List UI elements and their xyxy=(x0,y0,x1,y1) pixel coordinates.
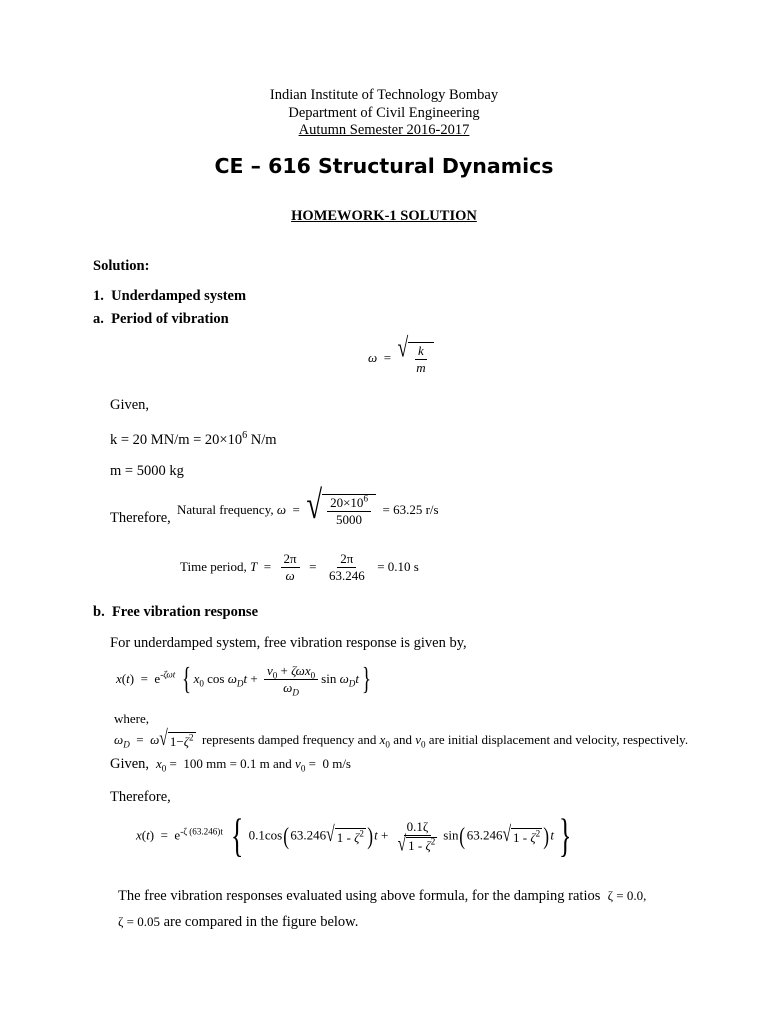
zeta-value-2: ζ = 0.05 xyxy=(118,914,160,929)
nat-freq-denominator: 5000 xyxy=(336,512,363,528)
time-period-label: Time period, xyxy=(180,558,247,574)
response-specific-formula: $x(t) = e^{-\zeta (63.246)t}$ { 0.1cos(63.246 √ $1 - \zeta^2$ )t + 0.1ζ √ $1 - \zeta^2$ sin(63.246 √ $1 - \zeta^2$ )t } xyxy=(136,810,572,862)
tp-denominator-1: ω xyxy=(285,568,295,584)
natural-frequency-formula: Natural frequency, ω = √ $\frac{20\times 10^6}{5000}$ = 63.25 r/s xyxy=(177,484,439,528)
closing-sentence-1 xyxy=(118,888,646,905)
damped-frequency-line: $\omega_D = \omega$ √ $1-\zeta^2$ represents damped frequency and $x_0$ and $v_0$ are initial displacement and velocity, respectively. xyxy=(114,727,689,751)
tp-numerator-1: 2π xyxy=(281,552,300,568)
part-a-heading: a. Period of vibration xyxy=(93,311,229,327)
therefore-label-b: Therefore, xyxy=(110,789,171,805)
given-label-a: Given, xyxy=(110,397,150,413)
homework-title-line xyxy=(0,208,768,225)
nat-freq-numerator: 20×10 xyxy=(330,495,364,510)
stiffness-value: 20×10 xyxy=(204,432,243,448)
and-word: and xyxy=(393,732,412,747)
response-general-formula: $x(t) = e^{-\zeta\omega t}$ { $x_0$ $\cos \omega_Dt$ + $\frac{v_0 + \zeta\omega x_0}{\omega_D}$ $\sin \omega_Dt$} xyxy=(116,661,371,698)
cos-argument: 63.246 xyxy=(290,827,327,843)
zeta-value-1: ζ = 0.0, xyxy=(607,888,647,903)
damped-frequency-desc: represents damped frequency and xyxy=(202,732,377,747)
closing-text-2: are compared in the figure below. xyxy=(163,914,359,930)
semester-line xyxy=(0,122,768,139)
stiffness-exponent: 6 xyxy=(242,430,248,442)
omega-formula: ω = √ $\frac{k}{m}$ xyxy=(368,342,434,376)
stiffness-unit: N/m xyxy=(247,432,277,448)
department-name: Department of Civil Engineering xyxy=(288,105,480,121)
cos-coefficient: 0.1cos xyxy=(248,827,283,843)
therefore-label-a: Therefore, xyxy=(110,510,171,526)
where-label: where, xyxy=(114,711,150,726)
nat-freq-exponent: 6 xyxy=(363,493,368,504)
stiffness-line xyxy=(110,432,277,449)
time-period-result: = 0.10 s xyxy=(377,558,419,574)
v0-value: = 0 m/s xyxy=(308,756,351,771)
section-1-heading: 1. Underdamped system xyxy=(93,288,247,304)
exponent-text: -ζ (63.246)t xyxy=(180,826,223,837)
solution-label: Solution: xyxy=(93,258,150,274)
natural-frequency-label: Natural frequency, xyxy=(177,501,274,517)
initial-conditions-desc: are initial displacement and velocity, respectively. xyxy=(428,732,689,747)
course-title: CE – 616 Structural Dynamics xyxy=(214,154,554,178)
sin-word: sin xyxy=(443,827,459,843)
response-intro: For underdamped system, free vibration response is given by, xyxy=(110,635,467,651)
x0-value: = 100 mm = 0.1 m and xyxy=(169,756,292,771)
time-period-formula: Time period, T = $\frac{2\pi}{\omega}$ = $\frac{2\pi}{63.246}$ = 0.10 s xyxy=(180,551,419,584)
sin-fraction-numerator: 0.1ζ xyxy=(404,820,432,836)
institute-name: Indian Institute of Technology Bombay xyxy=(269,87,499,103)
initial-conditions-line: Given, $x_0 = 100$ mm = 0.1 m and $v_0 = 0$ m/s xyxy=(110,756,351,774)
homework-title: HOMEWORK-1 SOLUTION xyxy=(291,208,477,224)
natural-frequency-result: = 63.25 r/s xyxy=(382,501,439,517)
semester-text: Autumn Semester 2016-2017 xyxy=(298,122,470,138)
closing-sentence-2 xyxy=(118,914,358,931)
tp-numerator-2: 2π xyxy=(337,552,356,568)
sin-argument: 63.246 xyxy=(466,827,503,843)
given-label-b: Given, xyxy=(110,756,150,772)
tp-denominator-2: 63.246 xyxy=(328,568,365,584)
closing-text-1: The free vibration responses evaluated using above formula, for the damping ratios xyxy=(118,888,601,904)
part-b-heading: b. Free vibration response xyxy=(93,604,259,620)
stiffness-text: k = 20 MN/m = xyxy=(110,432,205,448)
mass-line: m = 5000 kg xyxy=(110,463,184,479)
